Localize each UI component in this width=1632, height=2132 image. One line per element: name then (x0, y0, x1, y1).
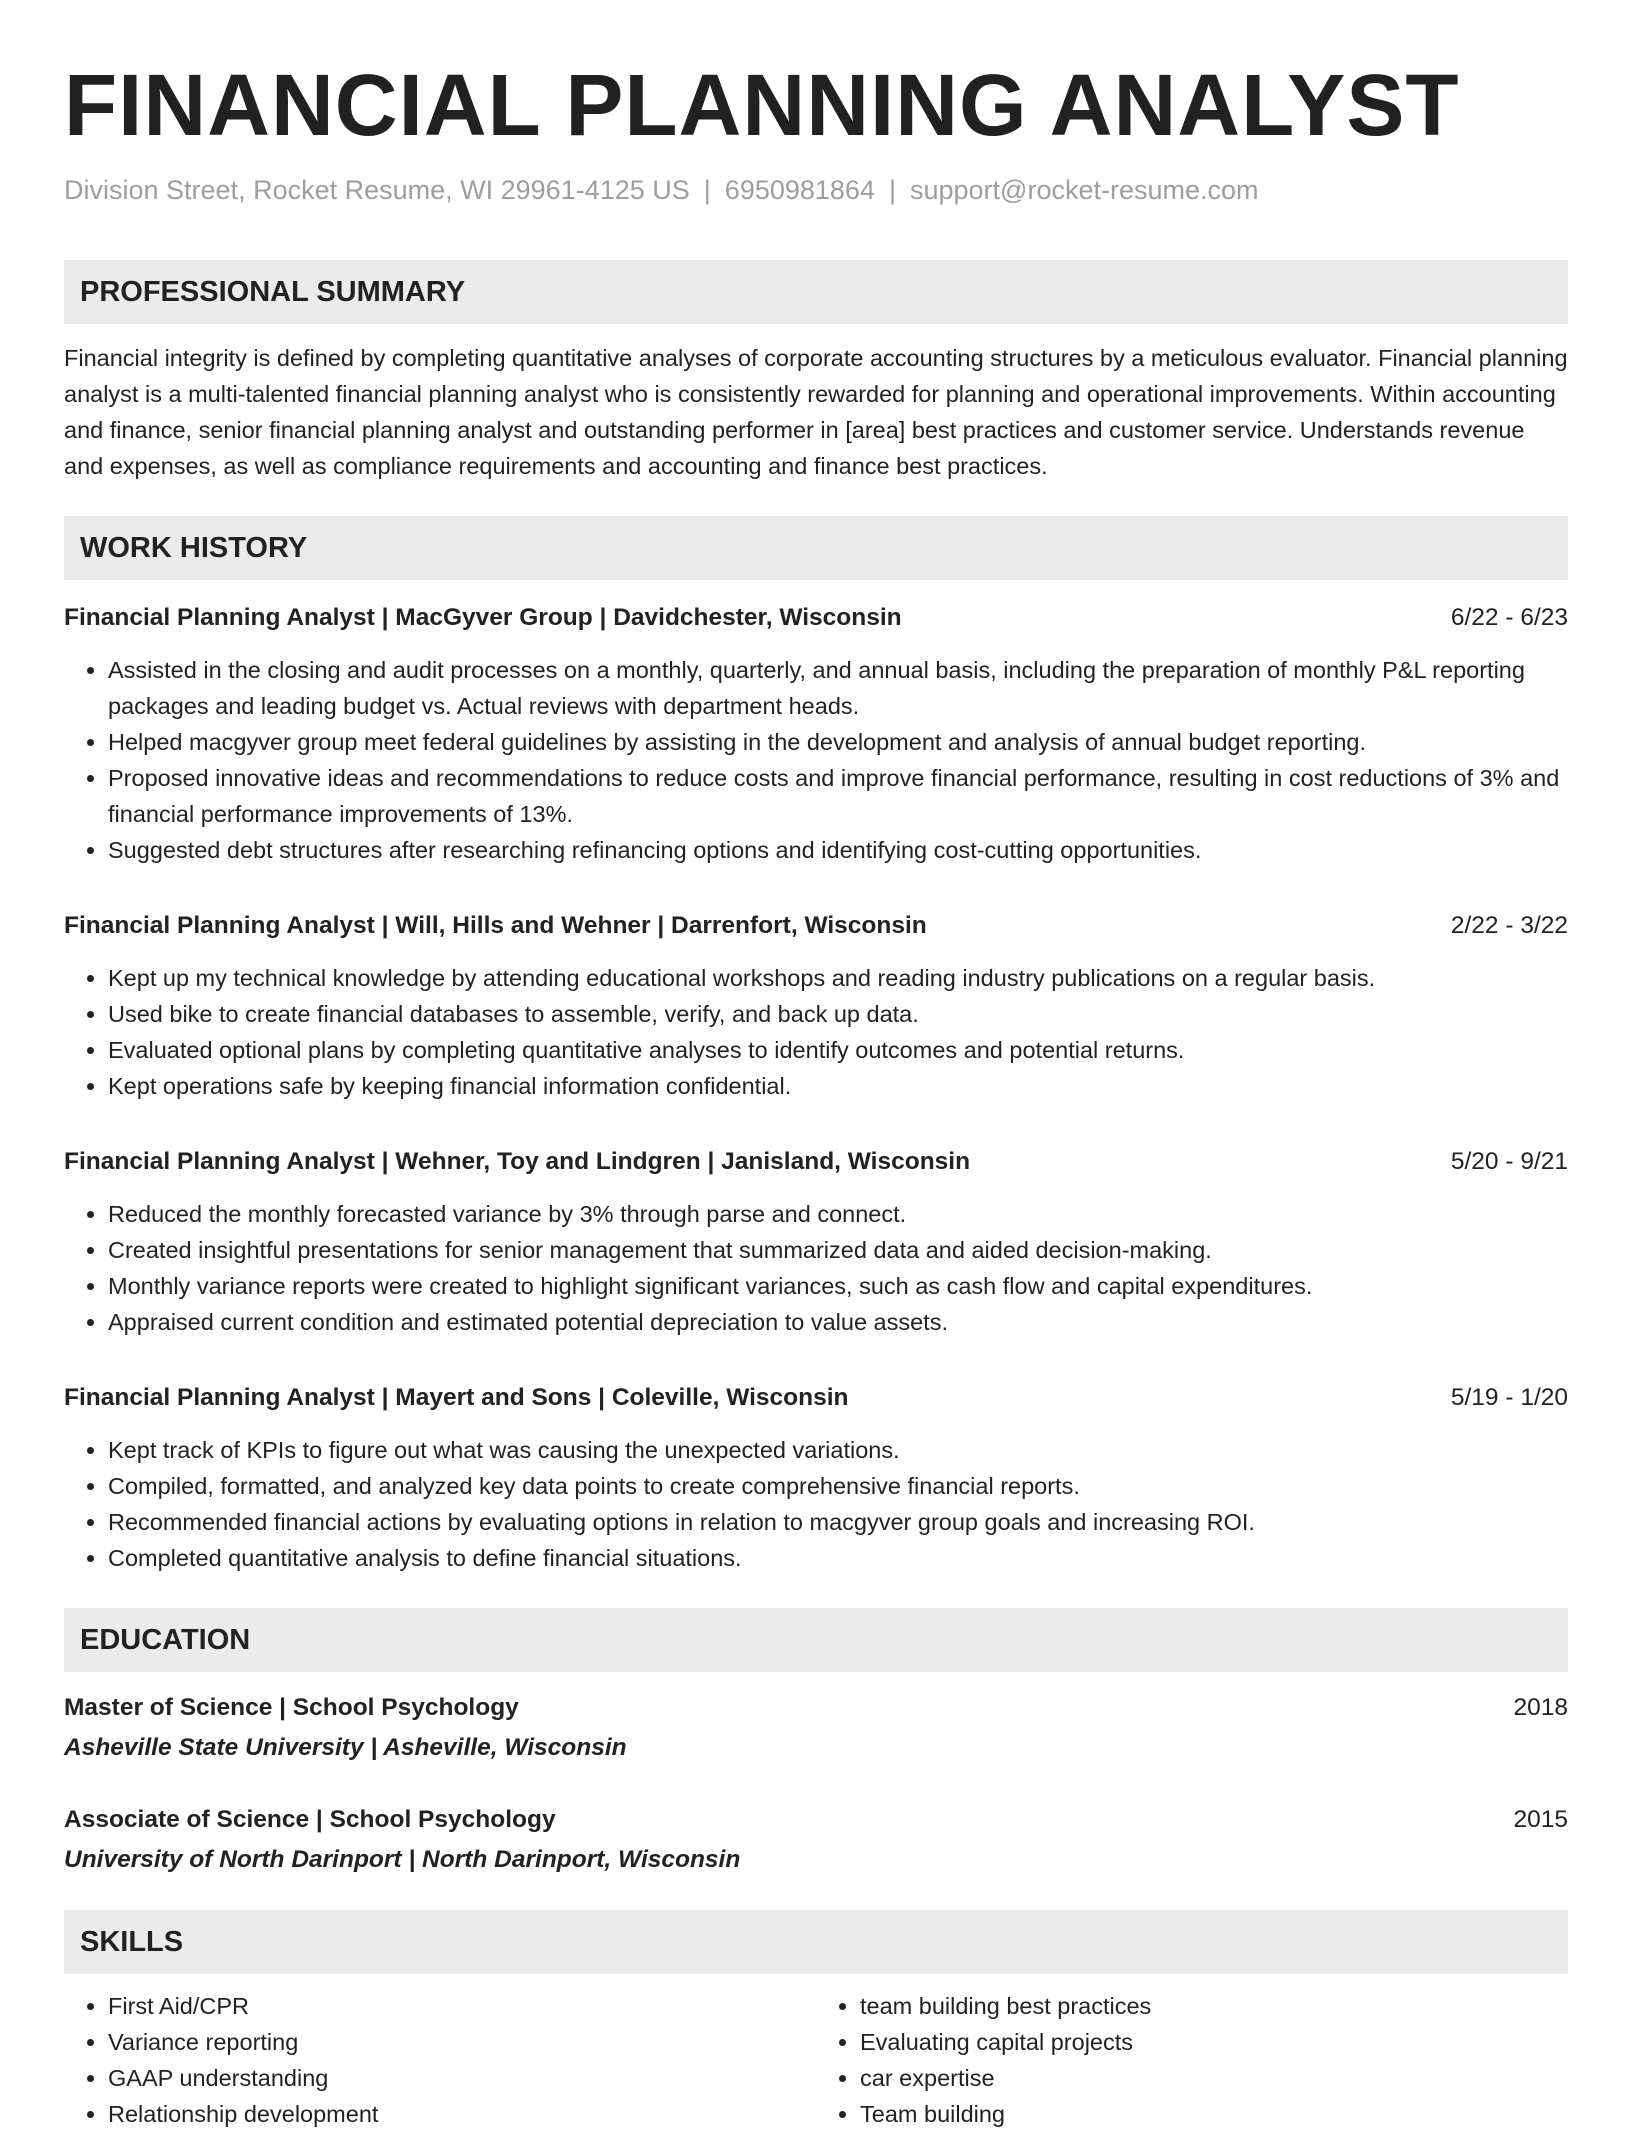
job-bullet: • Proposed innovative ideas and recommendations to reduce costs and improve financial performance, resulting in cost reductions of 3% and financial performance improvements of 13%. (108, 760, 1568, 832)
job-entry (64, 1144, 1568, 1340)
skills-list (64, 1988, 816, 2132)
job-bullet: • Kept operations safe by keeping financial information confidential. (108, 1068, 1568, 1104)
job-title: Financial Planning Analyst | Wehner, Toy and Lindgren | Janisland, Wisconsin (64, 1148, 971, 1175)
job-title: Financial Planning Analyst | MacGyver Group | Davidchester, Wisconsin (64, 604, 902, 631)
job-bullet: • Suggested debt structures after researching refinancing options and identifying cost-cutting opportunities. (108, 832, 1568, 868)
job-bullets (64, 652, 1568, 868)
job-entry (64, 1380, 1568, 1576)
job-bullets (64, 1196, 1568, 1340)
job-title: Financial Planning Analyst | Will, Hills and Wehner | Darrenfort, Wisconsin (64, 912, 927, 939)
job-bullet: • Evaluated optional plans by completing quantitative analyses to identify outcomes and potential returns. (108, 1032, 1568, 1068)
job-dates: 2/22 - 3/22 (1450, 912, 1568, 939)
job-header (64, 908, 1568, 944)
resume-name-title: FINANCIAL PLANNING ANALYST (64, 57, 1460, 154)
job-dates: 5/19 - 1/20 (1450, 1384, 1568, 1411)
job-header (64, 1144, 1568, 1180)
job-bullets (64, 960, 1568, 1104)
contact-address: Division Street, Rocket Resume, WI 29961-4125 US (64, 175, 690, 205)
education-degree: Associate of Science | School Psychology (64, 1806, 556, 1833)
education-year: 2018 (1513, 1694, 1568, 1721)
contact-separator: | (703, 175, 711, 205)
education-degree: Master of Science | School Psychology (64, 1694, 519, 1721)
job-header (64, 600, 1568, 636)
skill-item: • team building best practices (860, 1988, 1568, 2024)
education-school: University of North Darinport | North Darinport, Wisconsin (64, 1846, 741, 1873)
skill-item: • Relationship development (108, 2096, 816, 2132)
skills-list (816, 1988, 1568, 2132)
skill-item: • car expertise (860, 2060, 1568, 2096)
skill-item: • Evaluating capital projects (860, 2024, 1568, 2060)
job-entry (64, 600, 1568, 868)
skills-column-right (816, 1988, 1568, 2132)
contact-phone: 6950981864 (724, 175, 875, 205)
education-year: 2015 (1513, 1806, 1568, 1833)
education-entry (64, 1802, 1568, 1878)
job-dates: 6/22 - 6/23 (1450, 604, 1568, 631)
job-bullet: • Kept up my technical knowledge by attending educational workshops and reading industry publications on a regular basis. (108, 960, 1568, 996)
education-header (64, 1802, 1568, 1838)
section-header-education: EDUCATION (64, 1608, 1568, 1672)
job-bullet: • Assisted in the closing and audit processes on a monthly, quarterly, and annual basis, including the preparation of monthly P&L reporting packages and leading budget vs. Actual reviews with department heads. (108, 652, 1568, 724)
job-header (64, 1380, 1568, 1416)
education-school: Asheville State University | Asheville, Wisconsin (64, 1734, 627, 1761)
skills-column-left (64, 1988, 816, 2132)
skill-item: • Variance reporting (108, 2024, 816, 2060)
job-bullet: • Created insightful presentations for senior management that summarized data and aided decision-making. (108, 1232, 1568, 1268)
job-bullet: • Reduced the monthly forecasted variance by 3% through parse and connect. (108, 1196, 1568, 1232)
skills-grid (64, 1988, 1568, 2132)
job-bullet: • Kept track of KPIs to figure out what was causing the unexpected variations. (108, 1432, 1568, 1468)
contact-separator: | (888, 175, 896, 205)
job-dates: 5/20 - 9/21 (1450, 1148, 1568, 1175)
skill-item: • Team building (860, 2096, 1568, 2132)
education-entry (64, 1690, 1568, 1766)
section-header-skills: SKILLS (64, 1910, 1568, 1974)
education-header (64, 1690, 1568, 1726)
job-bullet: • Compiled, formatted, and analyzed key data points to create comprehensive financial reports. (108, 1468, 1568, 1504)
job-bullet: • Recommended financial actions by evaluating options in relation to macgyver group goals and increasing ROI. (108, 1504, 1568, 1540)
skill-item: • First Aid/CPR (108, 1988, 816, 2024)
job-title: Financial Planning Analyst | Mayert and Sons | Coleville, Wisconsin (64, 1384, 849, 1411)
section-header-work-history: WORK HISTORY (64, 516, 1568, 580)
skill-item: • GAAP understanding (108, 2060, 816, 2096)
contact-email: support@rocket-resume.com (909, 175, 1259, 205)
job-bullet: • Appraised current condition and estimated potential depreciation to value assets. (108, 1304, 1568, 1340)
job-bullet: • Helped macgyver group meet federal guidelines by assisting in the development and analysis of annual budget reporting. (108, 724, 1568, 760)
job-bullets (64, 1432, 1568, 1576)
summary-text: Financial integrity is defined by completing quantitative analyses of corporate accounting structures by a meticulous evaluator. Financial planning analyst is a multi-talented financial planning analyst who is consistently rewarded for planning and operational improvements. Within accounting and finance, senior financial planning analyst and outstanding performer in [area] best practices and customer service. Understands revenue and expenses, as well as compliance requirements and accounting and finance best practices. (64, 345, 1568, 479)
job-bullet: • Completed quantitative analysis to define financial situations. (108, 1540, 1568, 1576)
job-bullet: • Monthly variance reports were created to highlight significant variances, such as cash flow and capital expenditures. (108, 1268, 1568, 1304)
job-bullet: • Used bike to create financial databases to assemble, verify, and back up data. (108, 996, 1568, 1032)
contact-line (64, 172, 1568, 208)
job-entry (64, 908, 1568, 1104)
section-header-summary: PROFESSIONAL SUMMARY (64, 260, 1568, 324)
